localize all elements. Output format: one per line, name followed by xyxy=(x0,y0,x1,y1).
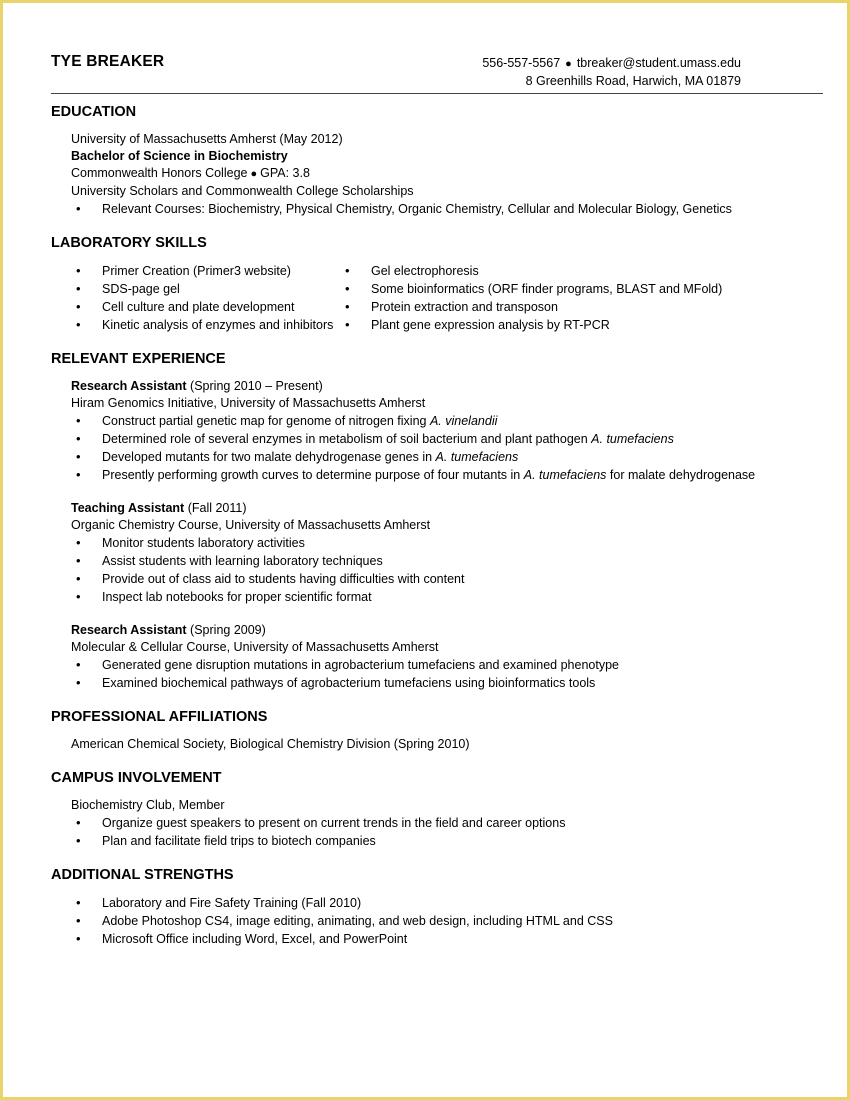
list-item: • Kinetic analysis of enzymes and inhibitors xyxy=(71,316,340,334)
school-name: University of Massachusetts Amherst (May 2012) xyxy=(71,132,343,146)
bullet-text: Assist students with learning laboratory techniques xyxy=(102,554,383,568)
list-item xyxy=(71,552,831,570)
list-item xyxy=(71,534,831,552)
list-item xyxy=(71,430,831,448)
skills-column-left xyxy=(71,262,340,334)
applicant-name: TYE BREAKER xyxy=(51,53,165,70)
club-membership: Biochemistry Club, Member xyxy=(71,798,225,812)
species-name: A. tumefaciens xyxy=(435,450,519,464)
strengths-bullets xyxy=(71,894,831,948)
list-item: • SDS-page gel xyxy=(71,280,340,298)
section-title-strengths: ADDITIONAL STRENGTHS xyxy=(51,867,234,883)
bullet-text: Examined biochemical pathways of agrobacterium tumefaciens using bioinformatics tools xyxy=(102,676,596,690)
list-item: • Gel electrophoresis xyxy=(340,262,780,280)
list-item: • Protein extraction and transposon xyxy=(340,298,780,316)
list-item xyxy=(71,466,831,484)
bullet-text: Provide out of class aid to students having difficulties with content xyxy=(102,572,465,586)
bullet-text: Presently performing growth curves to determine purpose of four mutants in xyxy=(102,468,524,482)
job-bullets xyxy=(71,656,831,692)
bullet-text: Determined role of several enzymes in metabolism of soil bacterium and plant pathogen xyxy=(102,432,592,446)
job-title-line xyxy=(71,378,831,395)
email-address: tbreaker@student.umass.edu xyxy=(576,56,741,70)
gpa: GPA: 3.8 xyxy=(260,166,310,180)
species-name: A. vinelandii xyxy=(429,414,498,428)
list-item: • Primer Creation (Primer3 website) xyxy=(71,262,340,280)
affiliation-entry: American Chemical Society, Biological Chemistry Division (Spring 2010) xyxy=(71,737,470,751)
bullet-text: Developed mutants for two malate dehydrogenase genes in xyxy=(102,450,436,464)
bullet-text: Generated gene disruption mutations in agrobacterium tumefaciens and examined phenotype xyxy=(102,658,619,672)
list-item xyxy=(71,412,831,430)
affiliations-section xyxy=(51,708,831,753)
list-item: • Relevant Courses: Biochemistry, Physical Chemistry, Organic Chemistry, Cellular and Molecular Biology, Genetics xyxy=(71,200,831,218)
education-bullets xyxy=(71,200,831,218)
education-section xyxy=(51,103,831,218)
resume-body xyxy=(51,103,831,964)
job-role: Teaching Assistant xyxy=(71,501,185,515)
skills-column-right xyxy=(340,262,780,334)
job-role: Research Assistant xyxy=(71,379,187,393)
species-name: A. tumefaciens xyxy=(523,468,607,482)
list-item: • Plan and facilitate field trips to biotech companies xyxy=(71,832,831,850)
job-dates: (Spring 2009) xyxy=(186,623,266,637)
job-organization: Organic Chemistry Course, University of Massachusetts Amherst xyxy=(71,518,431,532)
resume-header xyxy=(51,53,823,94)
bullet-separator: ● xyxy=(250,168,258,180)
list-item xyxy=(71,448,831,466)
degree: Bachelor of Science in Biochemistry xyxy=(71,149,288,163)
job-organization: Molecular & Cellular Course, University of Massachusetts Amherst xyxy=(71,640,439,654)
campus-section xyxy=(51,769,831,850)
list-item: • Organize guest speakers to present on current trends in the field and career options xyxy=(71,814,831,832)
contact-info xyxy=(482,55,741,90)
job-dates: (Spring 2010 – Present) xyxy=(186,379,323,393)
section-title-affiliations: PROFESSIONAL AFFILIATIONS xyxy=(51,709,268,725)
list-item: • Plant gene expression analysis by RT-PCR xyxy=(340,316,780,334)
job-organization: Hiram Genomics Initiative, University of Massachusetts Amherst xyxy=(71,396,426,410)
species-name: A. tumefaciens xyxy=(591,432,674,446)
lab-skills-section xyxy=(51,234,831,334)
bullet-text: Inspect lab notebooks for proper scientific format xyxy=(102,590,372,604)
section-title-campus: CAMPUS INVOLVEMENT xyxy=(51,770,222,786)
job-bullets xyxy=(71,412,831,484)
job-role: Research Assistant xyxy=(71,623,187,637)
job-entry xyxy=(71,500,831,606)
strengths-section xyxy=(51,866,831,948)
campus-bullets xyxy=(71,814,831,850)
list-item xyxy=(71,570,831,588)
job-bullets xyxy=(71,534,831,606)
section-title-experience: RELEVANT EXPERIENCE xyxy=(51,351,226,367)
honors-college: Commonwealth Honors College xyxy=(71,166,248,180)
list-item: • Cell culture and plate development xyxy=(71,298,340,316)
list-item: • Some bioinformatics (ORF finder programs, BLAST and MFold) xyxy=(340,280,780,298)
experience-section xyxy=(51,350,831,692)
job-title-line xyxy=(71,500,831,517)
job-entry xyxy=(71,378,831,484)
mailing-address: 8 Greenhills Road, Harwich, MA 01879 xyxy=(525,74,741,88)
job-entry xyxy=(71,622,831,692)
list-item: • Laboratory and Fire Safety Training (Fall 2010) xyxy=(71,894,831,912)
honors-gpa xyxy=(71,165,831,183)
scholarships: University Scholars and Commonwealth College Scholarships xyxy=(71,184,414,198)
bullet-text: for malate dehydrogenase xyxy=(606,468,756,482)
bullet-text: Monitor students laboratory activities xyxy=(102,536,305,550)
list-item xyxy=(71,588,831,606)
bullet-separator: ● xyxy=(565,58,572,70)
phone-number: 556-557-5567 xyxy=(482,56,561,70)
list-item: • Adobe Photoshop CS4, image editing, animating, and web design, including HTML and CSS xyxy=(71,912,831,930)
section-title-education: EDUCATION xyxy=(51,104,137,120)
bullet-text: Construct partial genetic map for genome of nitrogen fixing xyxy=(102,414,430,428)
job-title-line xyxy=(71,622,831,639)
section-title-lab-skills: LABORATORY SKILLS xyxy=(51,235,207,251)
list-item: • Microsoft Office including Word, Excel, and PowerPoint xyxy=(71,930,831,948)
job-dates: (Fall 2011) xyxy=(184,501,247,515)
list-item xyxy=(71,656,831,674)
list-item xyxy=(71,674,831,692)
jobs-list xyxy=(71,378,831,692)
